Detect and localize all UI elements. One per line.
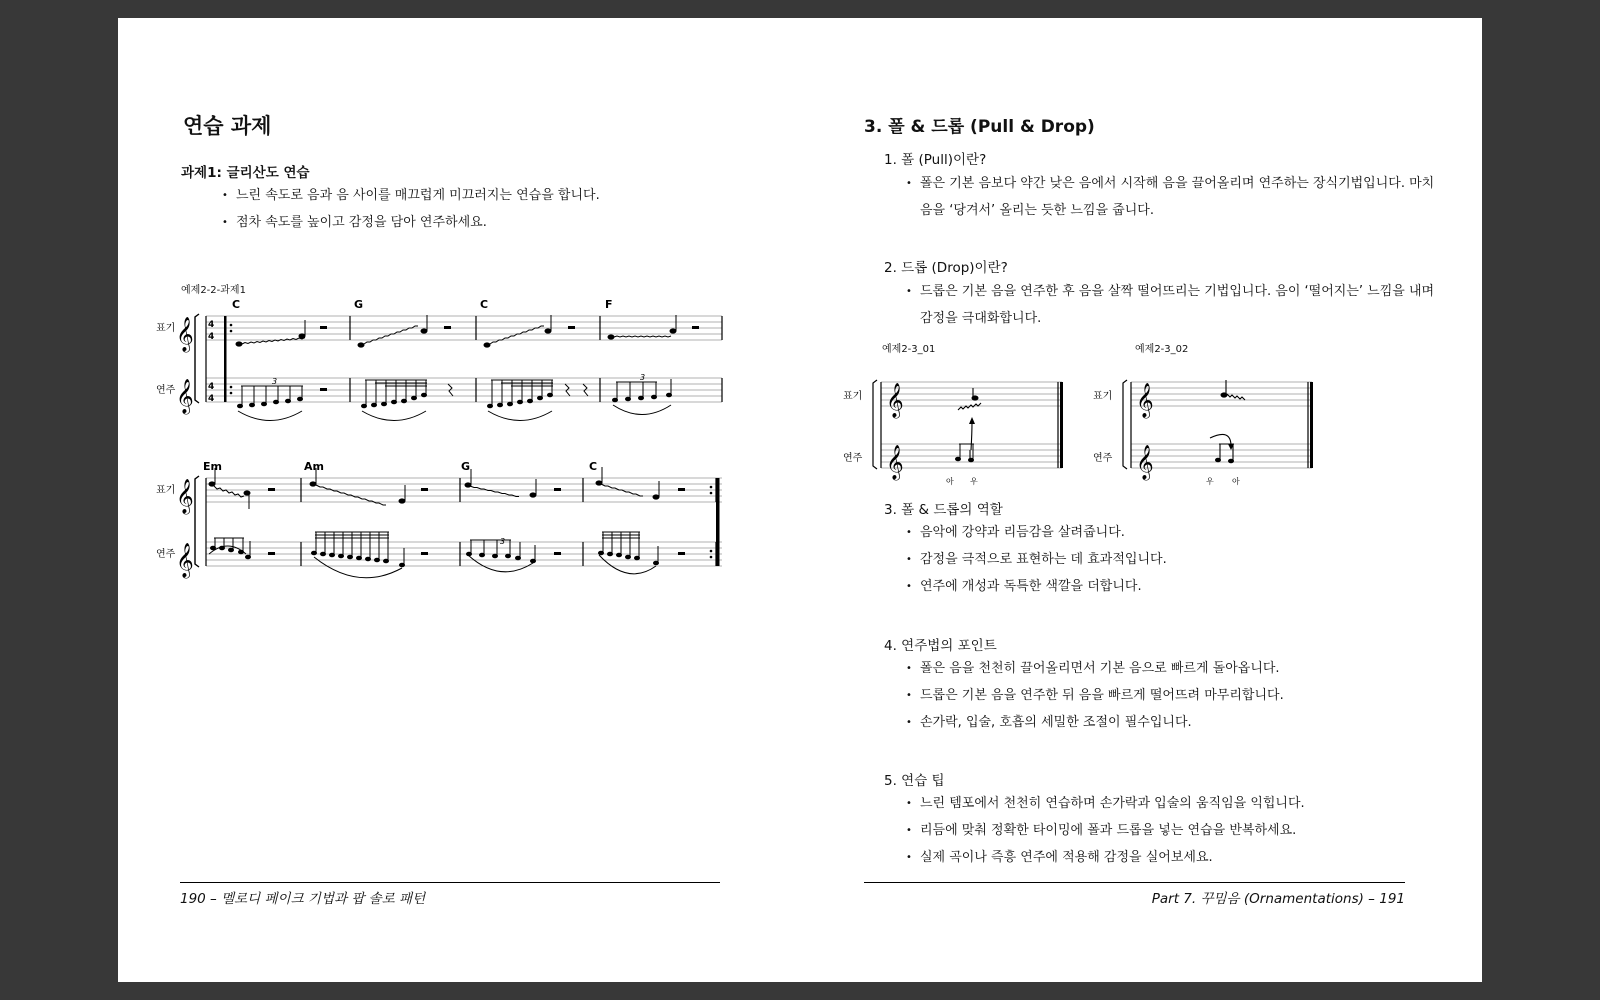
staff-label-performance: 연주 bbox=[843, 453, 863, 464]
list-item: • 손가락, 입술, 호흡의 세밀한 조절이 필수입니다. bbox=[906, 709, 1284, 736]
section-bullets bbox=[906, 519, 1167, 600]
chord-symbol: C bbox=[480, 298, 489, 311]
list-item: • 느린 템포에서 천천히 연습하며 손가락과 입술의 움직임을 익힙니다. bbox=[906, 790, 1305, 817]
list-item: • 드롭은 기본 음을 연주한 뒤 음을 빠르게 떨어뜨려 마무리합니다. bbox=[906, 682, 1284, 709]
left-page-title: 연습 과제 bbox=[183, 114, 272, 138]
note-stems bbox=[215, 315, 676, 509]
list-item: • 점차 속도를 높이고 감정을 담아 연주하세요. bbox=[222, 209, 600, 236]
chord-symbol: Em bbox=[203, 460, 222, 473]
score-caption: 예제2-2-과제1 bbox=[181, 285, 246, 296]
list-item: • 실제 곡이나 즉흥 연주에 적용해 감정을 실어보세요. bbox=[906, 844, 1305, 871]
right-page-footer: Part 7. 꾸밈음 (Ornamentations) – 191 bbox=[1151, 891, 1405, 907]
left-page-footer: 190 – 멜로디 페이크 기법과 팝 솔로 패턴 bbox=[180, 891, 426, 907]
example-scores bbox=[838, 348, 1338, 498]
chord-symbol: G bbox=[354, 298, 364, 311]
staff-label-notation: 표기 bbox=[1093, 391, 1113, 402]
section-heading: 1. 폴 (Pull)이란? bbox=[884, 152, 987, 168]
svg-text:4: 4 bbox=[208, 394, 215, 404]
right-page-title: 3. 폴 & 드롭 (Pull & Drop) bbox=[864, 117, 1095, 137]
syllable-label: 아 bbox=[946, 477, 954, 486]
treble-clef-icon: 𝄞 bbox=[886, 383, 904, 418]
section-heading: 4. 연주법의 포인트 bbox=[884, 638, 997, 654]
section-bullets bbox=[906, 655, 1284, 736]
staff-label-performance: 연주 bbox=[156, 549, 176, 560]
svg-text:4: 4 bbox=[208, 332, 215, 342]
treble-clef-icon: 𝄞 bbox=[176, 543, 194, 578]
chord-symbol: C bbox=[589, 460, 598, 473]
bullet-icon: • bbox=[906, 690, 912, 701]
bullet-icon: • bbox=[906, 527, 912, 538]
list-item: • 연주에 개성과 독특한 색깔을 더합니다. bbox=[906, 573, 1167, 600]
bullet-icon: • bbox=[906, 178, 912, 189]
section-heading: 3. 폴 & 드롭의 역할 bbox=[884, 502, 1003, 518]
bullet-icon: • bbox=[222, 217, 228, 228]
rests bbox=[268, 326, 699, 555]
section-body: • 폴은 기본 음보다 약간 낮은 음에서 시작해 음을 끌어올리며 연주하는 장식기법입니다. 마치 음을 ‘당겨서’ 올리는 듯한 느낌을 줍니다. bbox=[906, 170, 1434, 224]
bullet-icon: • bbox=[906, 581, 912, 592]
treble-clef-icon: 𝄞 bbox=[176, 479, 194, 514]
syllable-label: 우 bbox=[1206, 477, 1214, 486]
svg-text:4: 4 bbox=[208, 320, 215, 330]
left-score bbox=[118, 18, 738, 618]
treble-clef-icon: 𝄞 bbox=[176, 379, 194, 414]
bullet-icon: • bbox=[906, 717, 912, 728]
section-bullets bbox=[906, 790, 1305, 871]
task-label: 과제1: 글리산도 연습 bbox=[181, 165, 310, 181]
svg-text:3: 3 bbox=[640, 373, 646, 382]
syllable-label: 우 bbox=[970, 477, 978, 486]
list-item: • 리듬에 맞춰 정확한 타이밍에 폴과 드롭을 넣는 연습을 반복하세요. bbox=[906, 817, 1305, 844]
syllable-label: 아 bbox=[1232, 477, 1240, 486]
svg-text:3: 3 bbox=[272, 377, 278, 386]
chord-symbol: C bbox=[232, 298, 241, 311]
list-item: • 폴은 음을 천천히 끌어올리면서 기본 음으로 빠르게 돌아옵니다. bbox=[906, 655, 1284, 682]
staff-label-notation: 표기 bbox=[843, 391, 863, 402]
list-item: • 느린 속도로 음과 음 사이를 매끄럽게 미끄러지는 연습을 합니다. bbox=[222, 182, 600, 209]
time-signature bbox=[208, 320, 214, 404]
example-caption: 예제2-3_01 bbox=[882, 344, 936, 355]
staff-label-notation: 표기 bbox=[156, 323, 176, 334]
bullet-icon: • bbox=[906, 663, 912, 674]
bullet-icon: • bbox=[222, 190, 228, 201]
bullet-icon: • bbox=[906, 286, 912, 297]
bullet-icon: • bbox=[906, 554, 912, 565]
footer-rule bbox=[180, 882, 720, 883]
footer-rule bbox=[864, 882, 1405, 883]
bullet-icon: • bbox=[906, 825, 912, 836]
section-heading: 5. 연습 팁 bbox=[884, 773, 945, 789]
treble-clef-icon: 𝄞 bbox=[1136, 445, 1154, 480]
staff-label-performance: 연주 bbox=[1093, 453, 1113, 464]
treble-clef-icon: 𝄞 bbox=[886, 445, 904, 480]
treble-clef-icon: 𝄞 bbox=[1136, 383, 1154, 418]
bullet-icon: • bbox=[906, 852, 912, 863]
chord-symbol: G bbox=[461, 460, 471, 473]
section-heading: 2. 드롭 (Drop)이란? bbox=[884, 260, 1008, 276]
treble-clef-icon: 𝄞 bbox=[176, 317, 194, 352]
book-spread bbox=[118, 18, 1482, 982]
staff-label-notation: 표기 bbox=[156, 485, 176, 496]
note-heads bbox=[209, 328, 677, 503]
section-body: • 드롭은 기본 음을 연주한 후 음을 살짝 떨어뜨리는 기법입니다. 음이 ‘떨어지는’ 느낌을 내며 감정을 극대화합니다. bbox=[906, 278, 1434, 332]
chord-symbol: F bbox=[605, 298, 613, 311]
list-item: • 감정을 극적으로 표현하는 데 효과적입니다. bbox=[906, 546, 1167, 573]
list-item: • 음악에 강약과 리듬감을 살려줍니다. bbox=[906, 519, 1167, 546]
svg-text:4: 4 bbox=[208, 382, 215, 392]
staff-label-performance: 연주 bbox=[156, 385, 176, 396]
example-caption: 예제2-3_02 bbox=[1135, 344, 1189, 355]
chord-symbol: Am bbox=[304, 460, 324, 473]
bullet-icon: • bbox=[906, 798, 912, 809]
svg-text:3: 3 bbox=[500, 537, 506, 546]
